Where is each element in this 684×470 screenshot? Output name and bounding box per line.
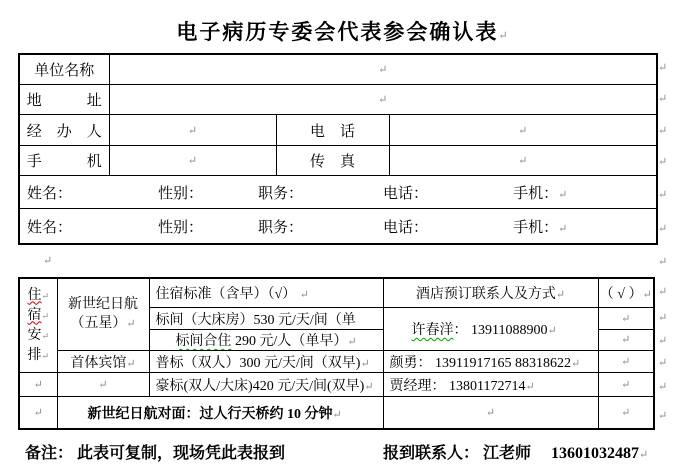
table-row xyxy=(19,146,657,176)
contact-name: 许春洋 xyxy=(411,323,454,338)
vertical-char: 排 xyxy=(27,347,42,363)
table-row xyxy=(19,54,657,85)
hotel1-name xyxy=(57,278,149,351)
row-end-mark: ↵ xyxy=(658,189,668,201)
attendee-row-1[interactable] xyxy=(19,176,657,209)
paragraph-mark: ↵ xyxy=(642,289,652,301)
phone-label: 电 话 xyxy=(276,115,389,146)
check-cell[interactable] xyxy=(598,397,654,430)
room-option-3: 普标（双人）300 元/天/间（双早)↵ xyxy=(149,351,383,373)
paragraph-mark: ↵ xyxy=(98,378,108,391)
paragraph-mark: ↵ xyxy=(126,357,136,370)
paragraph-mark: ↵ xyxy=(518,124,528,137)
paragraph-mark: ↵ xyxy=(126,318,136,330)
paragraph-mark: ↵ xyxy=(43,255,53,267)
vertical-char: 安 xyxy=(27,327,42,343)
page-title xyxy=(0,16,684,46)
gender-label: 性别： xyxy=(158,219,204,236)
paragraph-mark: ↵ xyxy=(360,357,370,370)
attendee-row-2[interactable] xyxy=(19,209,657,245)
row-end-mark: ↵ xyxy=(658,381,668,393)
mobile-field[interactable] xyxy=(109,146,276,176)
table-row xyxy=(19,373,654,397)
unit-name-field[interactable] xyxy=(109,54,657,85)
hotel2-contact-1: 颜勇： 13911917165 88318622↵ xyxy=(383,351,598,373)
page-title-text: 电子病历专委会代表参会确认表 xyxy=(176,20,499,44)
paragraph-mark: ↵ xyxy=(621,312,631,325)
row-end-mark: ↵ xyxy=(658,256,668,268)
hotel1-contact xyxy=(383,308,598,351)
paragraph-mark: ↵ xyxy=(518,155,528,167)
table-row xyxy=(19,397,654,430)
paragraph-mark: ↵ xyxy=(558,222,568,235)
vertical-char: 住 xyxy=(27,287,42,303)
room-option-1: 标间（大床房）530 元/天/间（单 xyxy=(149,308,383,330)
handler-label: 经 办 人 xyxy=(19,115,109,146)
paragraph-mark: ↵ xyxy=(485,406,496,419)
paragraph-mark: ↵ xyxy=(558,188,568,201)
contact-phone: ： 13911088900 xyxy=(453,323,548,338)
phone-label: 电话： xyxy=(383,219,429,236)
mobile-label: 手机： xyxy=(513,219,559,236)
paragraph-mark: ↵ xyxy=(41,350,50,361)
paragraph-mark: ↵ xyxy=(41,330,50,341)
paragraph-mark: ↵ xyxy=(378,94,388,106)
paragraph-mark: ↵ xyxy=(364,380,374,393)
row-end-mark: ↵ xyxy=(658,156,668,168)
hotel1-line1: 新世纪日航 xyxy=(68,297,138,312)
paragraph-mark: ↵ xyxy=(41,310,50,321)
paragraph-mark: ↵ xyxy=(621,334,631,346)
paragraph-mark: ↵ xyxy=(555,289,566,301)
name-label: 姓名： xyxy=(27,185,73,202)
paragraph-mark: ↵ xyxy=(639,449,649,461)
footer-note: 备注： 此表可复制，现场凭此表报到 xyxy=(25,445,286,462)
title-label: 职务： xyxy=(258,219,304,236)
empty-cell xyxy=(383,397,598,430)
empty-cell xyxy=(19,373,57,397)
paragraph-mark: ↵ xyxy=(33,378,43,391)
check-header: （ √ ）↵ xyxy=(598,278,654,308)
room-option-4: 豪标(双人/大床)420 元/天/间(双早)↵ xyxy=(149,373,383,397)
lodging-section-label xyxy=(19,278,57,373)
info-table xyxy=(18,53,658,245)
hotel2-name: 首体宾馆↵ xyxy=(57,351,149,373)
row-end-mark: ↵ xyxy=(658,62,668,74)
empty-cell xyxy=(57,373,149,397)
unit-name-label: 单位名称 xyxy=(19,54,109,85)
address-field[interactable] xyxy=(109,85,657,115)
row-end-mark: ↵ xyxy=(658,93,668,105)
row-end-mark: ↵ xyxy=(658,223,668,235)
table-row xyxy=(19,176,657,209)
paragraph-mark: ↵ xyxy=(187,124,198,137)
check-cell[interactable] xyxy=(598,308,654,330)
paragraph-mark: ↵ xyxy=(570,357,581,370)
paragraph-mark: ↵ xyxy=(498,30,508,42)
title-label: 职务： xyxy=(258,185,304,202)
paragraph-mark: ↵ xyxy=(378,64,388,76)
footer-contact: 报到联系人： 江老师 13601032487↵ xyxy=(383,445,649,462)
table-row xyxy=(19,115,657,146)
table-row xyxy=(19,85,657,115)
gender-label: 性别： xyxy=(158,185,204,202)
standard-header: 住宿标准（含早）（√） ↵ xyxy=(149,278,383,308)
fax-label: 传 真 xyxy=(276,146,389,176)
paragraph-mark: ↵ xyxy=(41,290,50,301)
paragraph-mark: ↵ xyxy=(547,325,557,337)
paragraph-mark: ↵ xyxy=(621,406,631,419)
check-cell[interactable] xyxy=(598,373,654,397)
lodging-table xyxy=(18,277,655,430)
table-row xyxy=(19,209,657,245)
paragraph-mark: ↵ xyxy=(621,355,631,368)
paragraph-mark: ↵ xyxy=(187,155,198,167)
phone-field[interactable] xyxy=(389,115,657,146)
fax-field[interactable] xyxy=(389,146,657,176)
contact-header: 酒店预订联系人及方式↵ xyxy=(383,278,598,308)
paragraph-mark: ↵ xyxy=(332,408,342,421)
row-end-mark: ↵ xyxy=(658,357,668,369)
phone-label: 电话： xyxy=(383,185,429,202)
handler-field[interactable] xyxy=(109,115,276,146)
table-row xyxy=(19,351,654,373)
hotel2-contact-2: 贾经理： 13801172714↵ xyxy=(383,373,598,397)
row-end-mark: ↵ xyxy=(658,335,668,347)
row-end-mark: ↵ xyxy=(658,410,668,422)
check-cell[interactable] xyxy=(598,351,654,373)
mobile-label: 手机： xyxy=(513,185,559,202)
paragraph-mark: ↵ xyxy=(33,406,43,419)
name-label: 姓名： xyxy=(27,219,73,236)
paragraph-mark: ↵ xyxy=(621,378,631,391)
table-row xyxy=(19,278,654,308)
row-end-mark: ↵ xyxy=(658,125,668,137)
address-label: 地 址 xyxy=(19,85,109,115)
paragraph-mark: ↵ xyxy=(525,380,535,393)
paragraph-mark: ↵ xyxy=(347,336,357,348)
room-option-2: 标间合住 290 元/人（单早）↵ xyxy=(149,330,383,351)
empty-cell xyxy=(19,397,57,430)
mobile-label: 手 机 xyxy=(19,146,109,176)
directions-note: 新世纪日航对面：过人行天桥约 10 分钟↵ xyxy=(57,397,383,430)
hotel1-line2: （五星） xyxy=(70,316,127,331)
check-cell[interactable] xyxy=(598,330,654,351)
vertical-char: 宿 xyxy=(27,307,42,323)
row-end-mark: ↵ xyxy=(658,312,668,324)
paragraph-mark: ↵ xyxy=(299,289,309,301)
row-end-mark: ↵ xyxy=(658,286,668,298)
